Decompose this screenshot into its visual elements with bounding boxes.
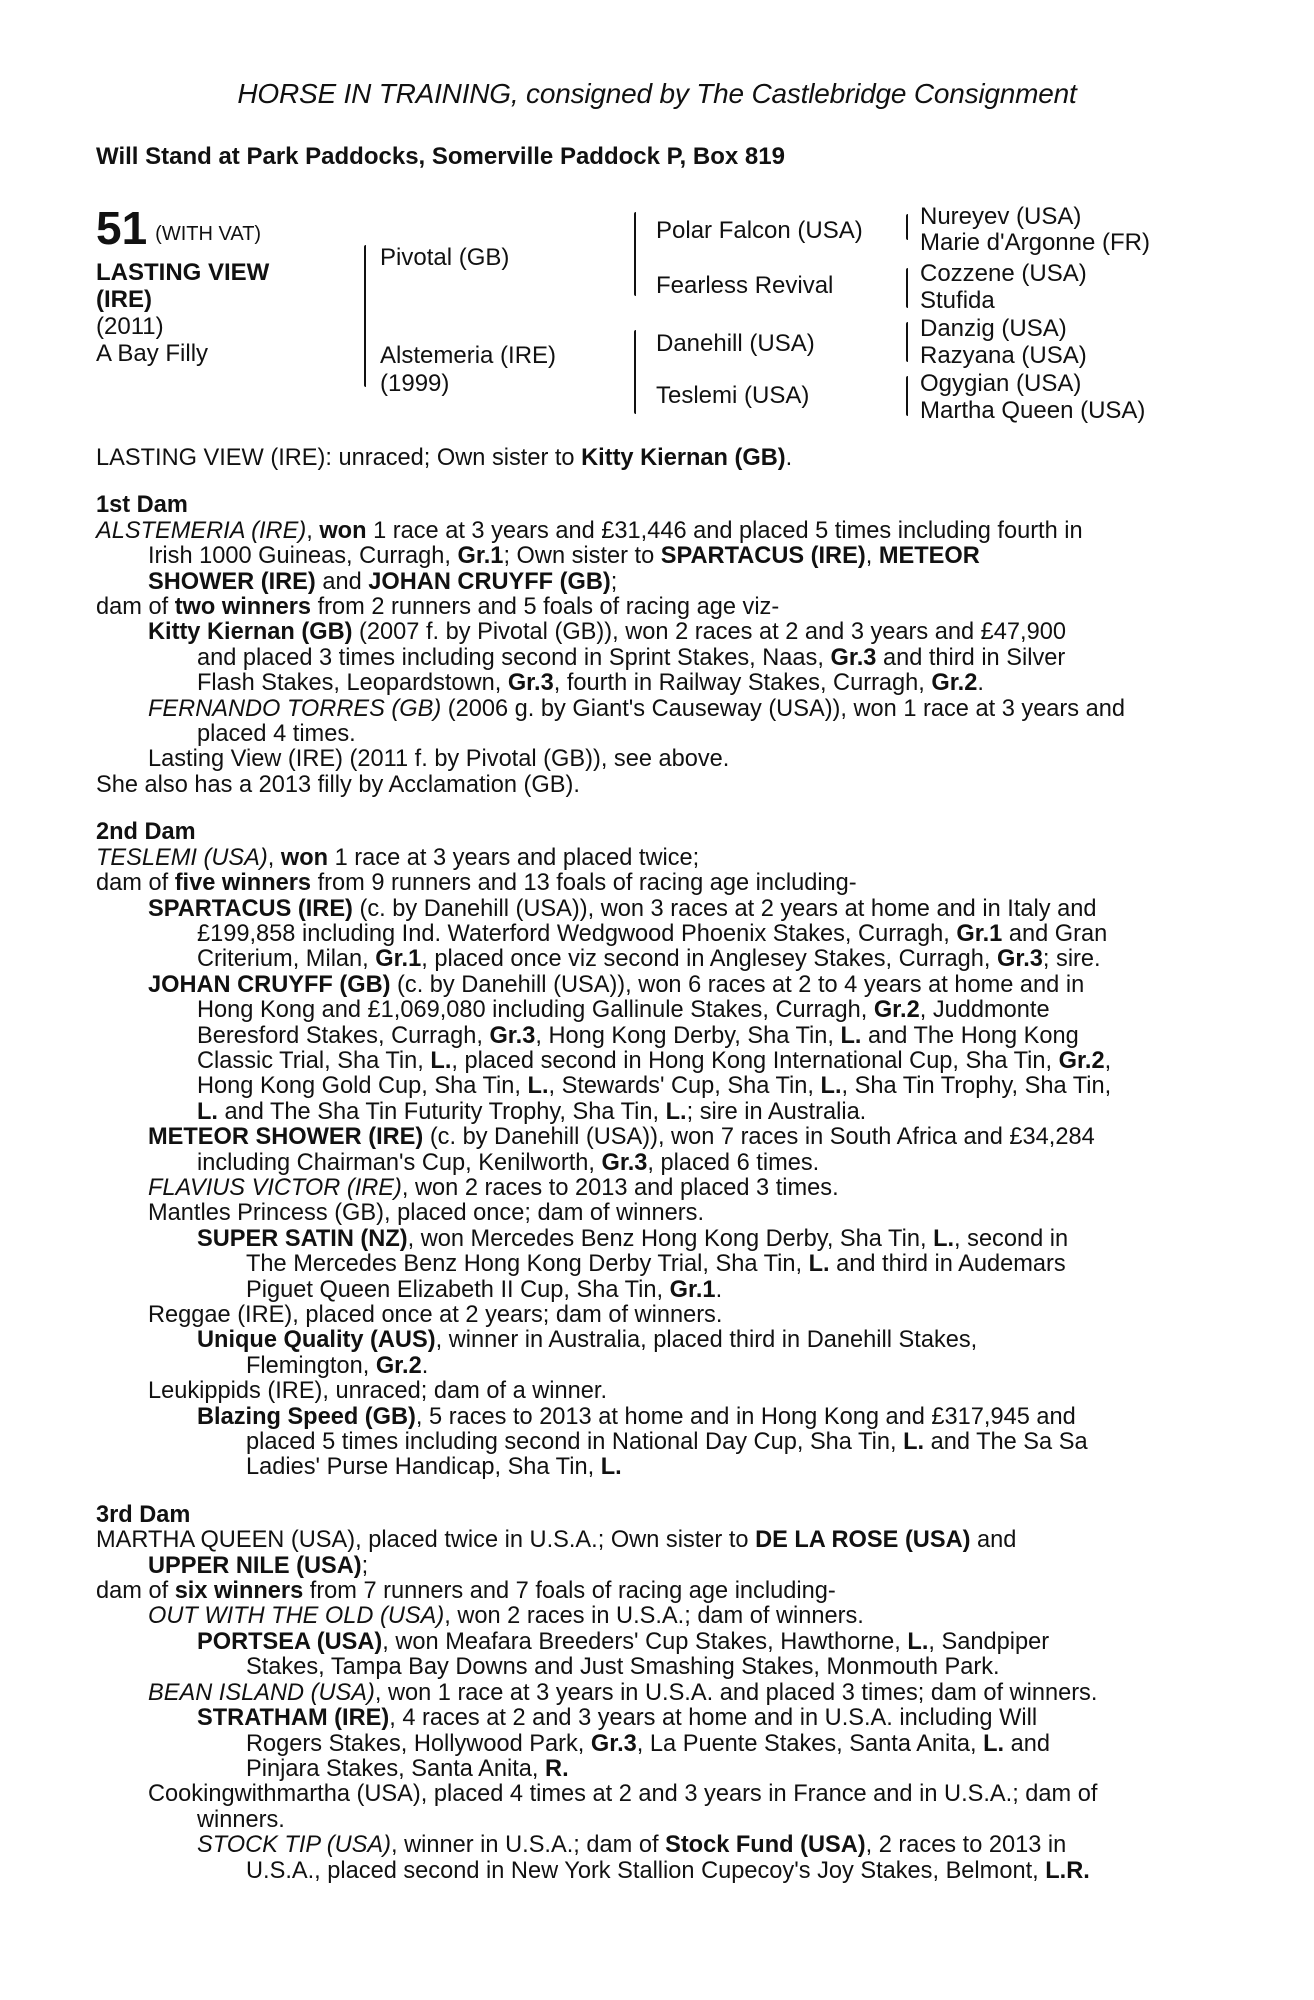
produce-entry: Piguet Queen Elizabeth II Cup, Sha Tin, Gr.1. (246, 1276, 723, 1303)
brace-g1 (906, 214, 908, 240)
pedigree-dam-year: (1999) (380, 370, 450, 397)
first-dam-heading: 1st Dam (96, 492, 188, 519)
produce-entry: She also has a 2013 filly by Acclamation (GB). (96, 771, 580, 798)
pedigree-sire-sire: Polar Falcon (USA) (656, 217, 863, 244)
third-dam-line: MARTHA QUEEN (USA), placed twice in U.S.A.; Own sister to DE LA ROSE (USA) and (96, 1527, 1017, 1554)
brace-g2 (906, 268, 908, 308)
lot-block (96, 202, 326, 367)
produce-entry: Ladies' Purse Handicap, Sha Tin, L. (246, 1454, 622, 1481)
third-dam-heading: 3rd Dam (96, 1501, 191, 1528)
produce-entry: Leukippids (IRE), unraced; dam of a winner. (148, 1378, 608, 1405)
pedigree-g4: Stufida (920, 287, 995, 314)
produce-entry: Pinjara Stakes, Santa Anita, R. (246, 1755, 569, 1782)
brace-sire-dam (364, 245, 366, 387)
pedigree-sire: Pivotal (GB) (380, 244, 510, 271)
pedigree-g6: Razyana (USA) (920, 342, 1087, 369)
produce-entry: Kitty Kiernan (GB) (2007 f. by Pivotal (GB)), won 2 races at 2 and 3 years and £47,900 (148, 619, 1066, 646)
foaling-year: (2011) (96, 313, 164, 340)
produce-entry: STOCK TIP (USA), winner in U.S.A.; dam of Stock Fund (USA), 2 races to 2013 in (197, 1832, 1067, 1859)
produce-entry: JOHAN CRUYFF (GB) (c. by Danehill (USA)), won 6 races at 2 to 4 years at home and in (148, 971, 1085, 998)
produce-entry: placed 5 times including second in National Day Cup, Sha Tin, L. and The Sa Sa (246, 1429, 1088, 1456)
third-dam-line: UPPER NILE (USA); (148, 1552, 369, 1579)
summary-line: LASTING VIEW (IRE): unraced; Own sister to Kitty Kiernan (GB). (96, 445, 793, 471)
horse-name-line2: (IRE) (96, 286, 152, 313)
produce-entry: OUT WITH THE OLD (USA), won 2 races in U.S.A.; dam of winners. (148, 1603, 864, 1630)
produce-entry: Criterium, Milan, Gr.1, placed once viz second in Anglesey Stakes, Curragh, Gr.3; sire. (197, 946, 1101, 973)
pedigree-dam: Alstemeria (IRE) (380, 342, 557, 369)
produce-entry: FERNANDO TORRES (GB) (2006 g. by Giant's Causeway (USA)), won 1 race at 3 years and (148, 695, 1126, 722)
produce-entry: Lasting View (IRE) (2011 f. by Pivotal (GB)), see above. (148, 746, 730, 773)
produce-entry: Classic Trial, Sha Tin, L., placed second in Hong Kong International Cup, Sha Tin, Gr.2, (197, 1047, 1112, 1074)
first-dam-line: ALSTEMERIA (IRE), won 1 race at 3 years and £31,446 and placed 5 times including fourth in (96, 517, 1083, 544)
consignment-title: HORSE IN TRAINING, consigned by The Castlebridge Consignment (237, 78, 1077, 109)
produce-entry: winners. (197, 1806, 285, 1833)
third-dam-line: dam of six winners from 7 runners and 7 foals of racing age including- (96, 1578, 836, 1605)
produce-entry: The Mercedes Benz Hong Kong Derby Trial, Sha Tin, L. and third in Audemars (246, 1251, 1066, 1278)
first-dam-line: dam of two winners from 2 runners and 5 foals of racing age viz- (96, 594, 780, 621)
produce-entry: Beresford Stakes, Curragh, Gr.3, Hong Kong Derby, Sha Tin, L. and The Hong Kong (197, 1022, 1079, 1049)
horse-name-line1: LASTING VIEW (96, 259, 270, 286)
produce-entry: Rogers Stakes, Hollywood Park, Gr.3, La Puente Stakes, Santa Anita, L. and (246, 1730, 1050, 1757)
stand-location: Will Stand at Park Paddocks, Somerville Paddock P, Box 819 (96, 143, 785, 170)
produce-entry: Flemington, Gr.2. (246, 1352, 429, 1379)
produce-entry: SPARTACUS (IRE) (c. by Danehill (USA)), won 3 races at 2 years at home and in Italy and (148, 895, 1097, 922)
pedigree-g2: Marie d'Argonne (FR) (920, 229, 1150, 256)
produce-entry: £199,858 including Ind. Waterford Wedgwood Phoenix Stakes, Curragh, Gr.1 and Gran (197, 920, 1108, 947)
second-dam-line: TESLEMI (USA), won 1 race at 3 years and placed twice; (96, 844, 700, 871)
pedigree-g8: Martha Queen (USA) (920, 397, 1146, 424)
produce-entry: Cookingwithmartha (USA), placed 4 times at 2 and 3 years in France and in U.S.A.; dam of (148, 1781, 1098, 1808)
produce-entry: U.S.A., placed second in New York Stallion Cupecoy's Joy Stakes, Belmont, L.R. (246, 1857, 1090, 1884)
produce-entry: BEAN ISLAND (USA), won 1 race at 3 years in U.S.A. and placed 3 times; dam of winners. (148, 1679, 1098, 1706)
first-dam-line: Irish 1000 Guineas, Curragh, Gr.1; Own sister to SPARTACUS (IRE), METEOR (148, 543, 980, 570)
produce-entry: Hong Kong Gold Cup, Sha Tin, L., Stewards' Cup, Sha Tin, L., Sha Tin Trophy, Sha Tin, (197, 1073, 1112, 1100)
catalogue-body (96, 446, 1200, 1884)
vat-label: (WITH VAT) (155, 223, 262, 245)
second-dam-heading: 2nd Dam (96, 819, 196, 846)
produce-entry: FLAVIUS VICTOR (IRE), won 2 races to 2013 and placed 3 times. (148, 1174, 839, 1201)
produce-entry: placed 4 times. (197, 721, 356, 748)
produce-entry: SUPER SATIN (NZ), won Mercedes Benz Hong Kong Derby, Sha Tin, L., second in (197, 1225, 1069, 1252)
pedigree-dam-dam: Teslemi (USA) (656, 382, 810, 409)
produce-entry: L. and The Sha Tin Futurity Trophy, Sha Tin, L.; sire in Australia. (197, 1098, 867, 1125)
produce-entry: PORTSEA (USA), won Meafara Breeders' Cup Stakes, Hawthorne, L., Sandpiper (197, 1628, 1050, 1655)
produce-entry: STRATHAM (IRE), 4 races at 2 and 3 years at home and in U.S.A. including Will (197, 1705, 1038, 1732)
produce-entry: Reggae (IRE), placed once at 2 years; dam of winners. (148, 1302, 723, 1328)
horse-description: A Bay Filly (96, 340, 209, 367)
produce-entry: METEOR SHOWER (IRE) (c. by Danehill (USA)), won 7 races in South Africa and £34,284 (148, 1124, 1095, 1151)
horse-name (96, 259, 326, 313)
produce-entry: Flash Stakes, Leopardstown, Gr.3, fourth in Railway Stakes, Curragh, Gr.2. (197, 670, 984, 697)
produce-entry: Hong Kong and £1,069,080 including Gallinule Stakes, Curragh, Gr.2, Juddmonte (197, 997, 1050, 1024)
produce-entry: Blazing Speed (GB), 5 races to 2013 at home and in Hong Kong and £317,945 and (197, 1403, 1076, 1430)
produce-entry: and placed 3 times including second in Sprint Stakes, Naas, Gr.3 and third in Silver (197, 644, 1066, 671)
brace-g3 (906, 322, 908, 362)
pedigree-g3: Cozzene (USA) (920, 260, 1087, 287)
pedigree-g1: Nureyev (USA) (920, 203, 1082, 230)
lot-number: 51 (96, 202, 148, 254)
brace-dam (634, 330, 636, 414)
brace-sire (634, 212, 636, 296)
brace-g4 (906, 376, 908, 416)
pedigree-dam-sire: Danehill (USA) (656, 330, 815, 357)
pedigree-g5: Danzig (USA) (920, 315, 1067, 342)
produce-entry: Unique Quality (AUS), winner in Australia, placed third in Danehill Stakes, (197, 1327, 978, 1354)
produce-entry: Stakes, Tampa Bay Downs and Just Smashing Stakes, Monmouth Park. (246, 1654, 1000, 1681)
pedigree-g7: Ogygian (USA) (920, 370, 1082, 397)
first-dam-line: SHOWER (IRE) and JOHAN CRUYFF (GB); (148, 568, 618, 595)
produce-entry: Mantles Princess (GB), placed once; dam of winners. (148, 1200, 704, 1227)
pedigree-sire-dam: Fearless Revival (656, 272, 834, 299)
second-dam-line: dam of five winners from 9 runners and 13 foals of racing age including- (96, 870, 857, 897)
produce-entry: including Chairman's Cup, Kenilworth, Gr.3, placed 6 times. (197, 1149, 820, 1176)
